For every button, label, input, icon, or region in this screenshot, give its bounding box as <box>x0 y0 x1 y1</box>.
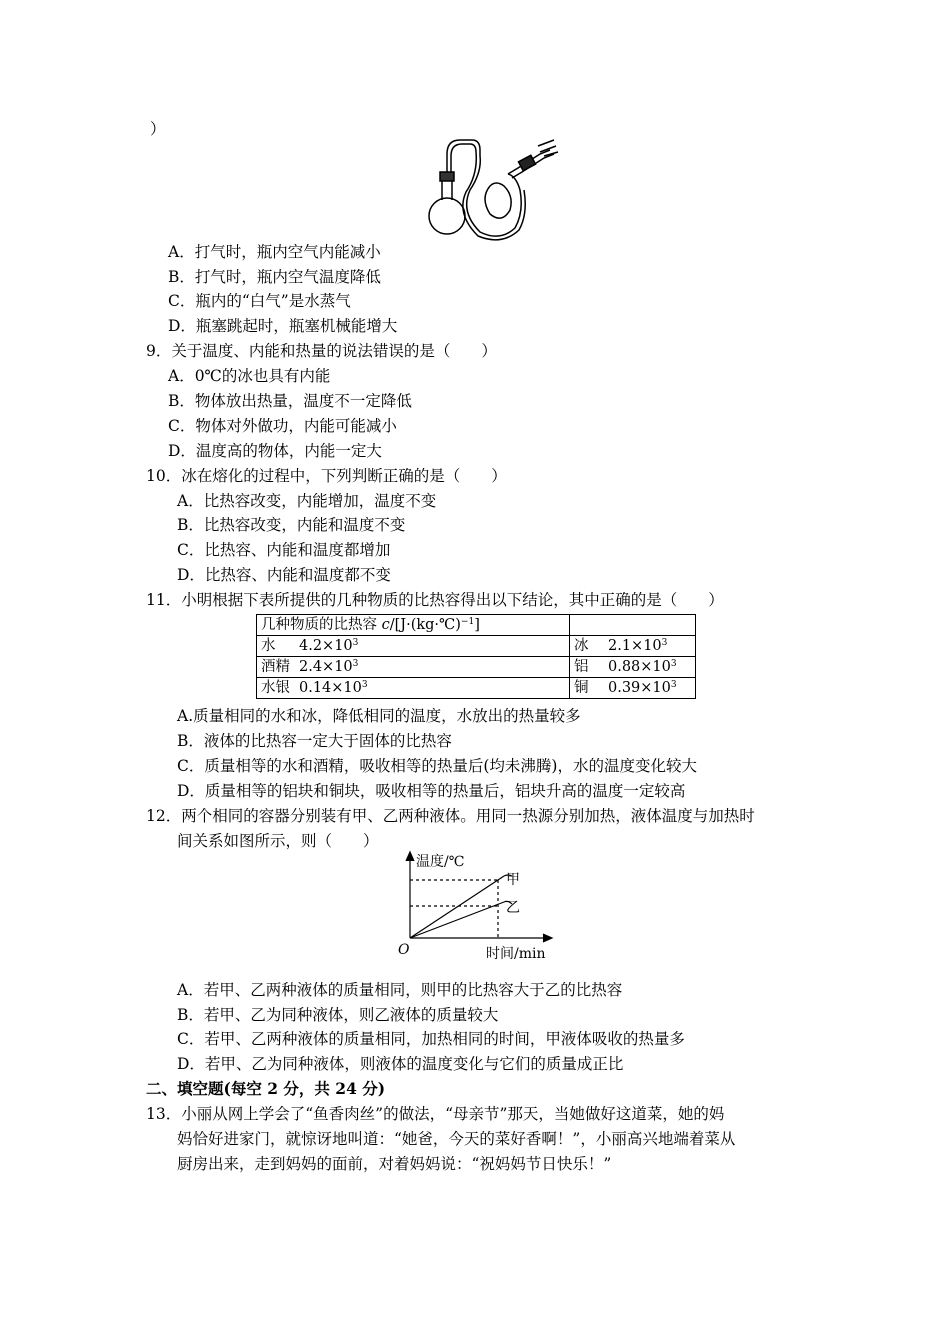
table-cell: 水 $4.2\times 10^3$ <box>257 636 570 657</box>
q10-option-a: A．比热容改变，内能增加，温度不变 <box>177 492 437 510</box>
q9-stem: 9．关于温度、内能和热量的说法错误的是（ ） <box>146 342 497 360</box>
q11-option-a: A.质量相同的水和冰，降低相同的温度，水放出的热量较多 <box>177 707 581 725</box>
table-header-empty-cell <box>570 615 696 636</box>
q8-stem-tail: ） <box>150 120 166 138</box>
table-row <box>257 657 696 678</box>
q10-option-b: B．比热容改变，内能和温度不变 <box>177 516 406 534</box>
graph-origin-label: O <box>398 942 410 958</box>
q11-option-b: B．液体的比热容一定大于固体的比热容 <box>177 732 452 750</box>
table-row <box>257 636 696 657</box>
q9-option-d: D．温度高的物体，内能一定大 <box>168 442 382 460</box>
q8-option-d: D．瓶塞跳起时，瓶塞机械能增大 <box>168 317 398 335</box>
q11-option-d: D．质量相等的铝块和铜块，吸收相等的热量后，铝块升高的温度一定较高 <box>177 782 686 800</box>
specific-heat-table <box>256 614 696 699</box>
q13-line3: 厨房出来，走到妈妈的面前，对着妈妈说：“祝妈妈节日快乐！” <box>177 1155 612 1173</box>
series-yi-label: 乙 <box>506 900 520 916</box>
q12-option-c: C．若甲、乙两种液体的质量相同，加热相同的时间，甲液体吸收的热量多 <box>177 1030 685 1048</box>
q10-stem: 10．冰在熔化的过程中，下列判断正确的是（ ） <box>146 467 507 485</box>
graph-y-label: 温度/℃ <box>416 854 465 870</box>
q8-option-a: A．打气时，瓶内空气内能减小 <box>168 243 381 261</box>
section-2-heading: 二、填空题(每空 2 分，共 24 分) <box>146 1079 386 1098</box>
q10-option-d: D．比热容、内能和温度都不变 <box>177 566 391 584</box>
q9-option-c: C．物体对外做功，内能可能减小 <box>168 417 397 435</box>
q8-flask-pump-figure <box>420 132 560 244</box>
q11-stem: 11．小明根据下表所提供的几种物质的比热容得出以下结论，其中正确的是（ ） <box>146 591 724 609</box>
q8-option-c: C．瓶内的“白气”是水蒸气 <box>168 292 351 310</box>
table-cell: 铜 $0.39\times 10^3$ <box>570 678 696 699</box>
table-header-cell: 几种物质的比热容 c/[J·(kg·℃)$^{-1}$] <box>257 615 570 636</box>
q12-stem-line1: 12．两个相同的容器分别装有甲、乙两种液体。用同一热源分别加热，液体温度与加热时 <box>146 807 755 825</box>
table-cell: 铝 $0.88\times 10^3$ <box>570 657 696 678</box>
q12-option-a: A．若甲、乙两种液体的质量相同，则甲的比热容大于乙的比热容 <box>177 981 623 999</box>
q12-temperature-time-graph <box>380 846 570 964</box>
series-jia-label: 甲 <box>506 872 520 888</box>
y-axis-arrow <box>406 852 414 861</box>
graph-x-label: 时间/min <box>486 946 546 962</box>
q9-option-a: A．0℃的冰也具有内能 <box>168 367 331 385</box>
q12-option-b: B．若甲、乙为同种液体，则乙液体的质量较大 <box>177 1006 499 1024</box>
table-cell: 酒精 $2.4\times 10^3$ <box>257 657 570 678</box>
q13-line1: 13．小丽从网上学会了“鱼香肉丝”的做法，“母亲节”那天，当她做好这道菜，她的妈 <box>146 1105 725 1123</box>
q12-option-d: D．若甲、乙为同种液体，则液体的温度变化与它们的质量成正比 <box>177 1055 624 1073</box>
table-cell: 水银 $0.14\times 10^3$ <box>257 678 570 699</box>
table-header-row <box>257 615 696 636</box>
q10-option-c: C．比热容、内能和温度都增加 <box>177 541 391 559</box>
q8-option-b: B．打气时，瓶内空气温度降低 <box>168 268 381 286</box>
table-cell: 冰 $2.1\times 10^3$ <box>570 636 696 657</box>
x-axis-arrow <box>543 934 552 942</box>
q12-stem-line2: 间关系如图所示，则（ ） <box>177 832 379 850</box>
q9-option-b: B．物体放出热量，温度不一定降低 <box>168 392 412 410</box>
table-row <box>257 678 696 699</box>
q11-option-c: C．质量相等的水和酒精，吸收相等的热量后(均未沸腾)，水的温度变化较大 <box>177 757 697 775</box>
q13-line2: 妈恰好进家门，就惊讶地叫道：“她爸，今天的菜好香啊！”，小丽高兴地端着菜从 <box>177 1130 736 1148</box>
